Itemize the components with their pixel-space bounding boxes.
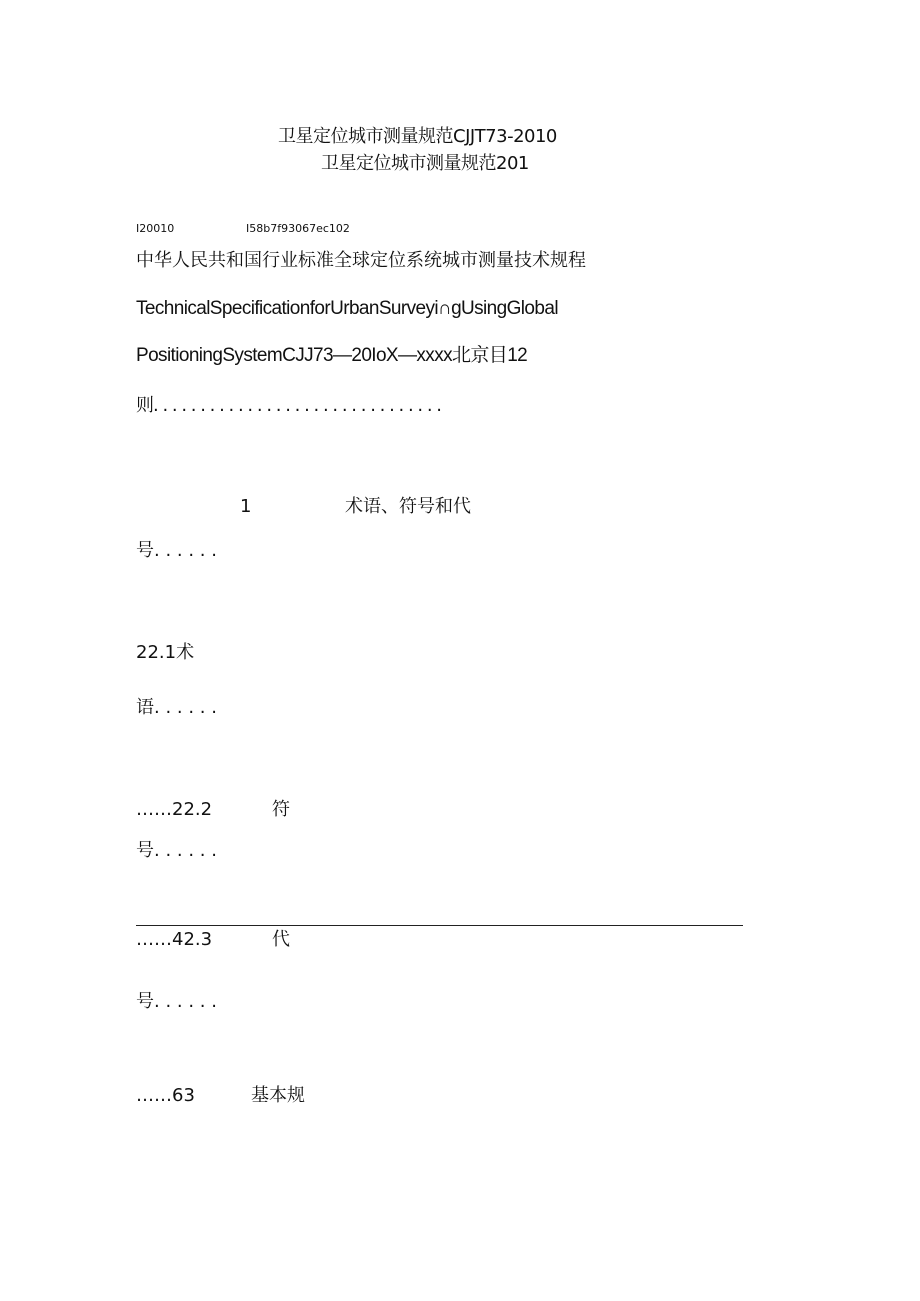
toc-section-2-3-continuation: 号. . . . . . xyxy=(136,991,217,1012)
toc-ch3-title: 基本规 xyxy=(251,1085,305,1106)
toc-ch1-continuation: 号. . . . . . xyxy=(136,540,217,561)
toc-section-2-2-continuation: 号. . . . . . xyxy=(136,840,217,861)
heading-english-line-2: PositioningSystemCJJ73—20IoX—xxxx北京目12 xyxy=(136,345,528,366)
toc-section-2-3-number: ……42.3 xyxy=(136,929,213,950)
title-line-1: 卫星定位城市测量规范CJJT73-2010 xyxy=(278,126,557,147)
title-line-2: 卫星定位城市测量规范201 xyxy=(321,153,529,174)
toc-section-2-1-continuation: 语. . . . . . xyxy=(136,697,217,718)
meta-code-left: I20010 xyxy=(136,222,175,235)
toc-ch1-title: 术语、符号和代 xyxy=(345,496,471,517)
toc-ch3-number: ……63 xyxy=(136,1085,195,1106)
toc-section-2-3-title: 代 xyxy=(272,929,290,950)
toc-ch1-number: 1 xyxy=(240,496,252,517)
meta-code-right: I58b7f93067ec102 xyxy=(246,222,350,235)
toc-section-2-1: 22.1术 xyxy=(136,642,195,663)
horizontal-rule xyxy=(136,925,743,926)
heading-english-line-1: TechnicalSpecificationforUrbanSurveyi∩gUsingGlobal xyxy=(136,298,558,319)
heading-chinese: 中华人民共和国行业标准全球定位系统城市测量技术规程 xyxy=(136,250,586,271)
toc-section-2-2-number: ……22.2 xyxy=(136,799,213,820)
toc-section-2-2-title: 符 xyxy=(272,799,290,820)
toc-line-general: 则. . . . . . . . . . . . . . . . . . . . . . . . . . . . . . . xyxy=(136,395,442,416)
